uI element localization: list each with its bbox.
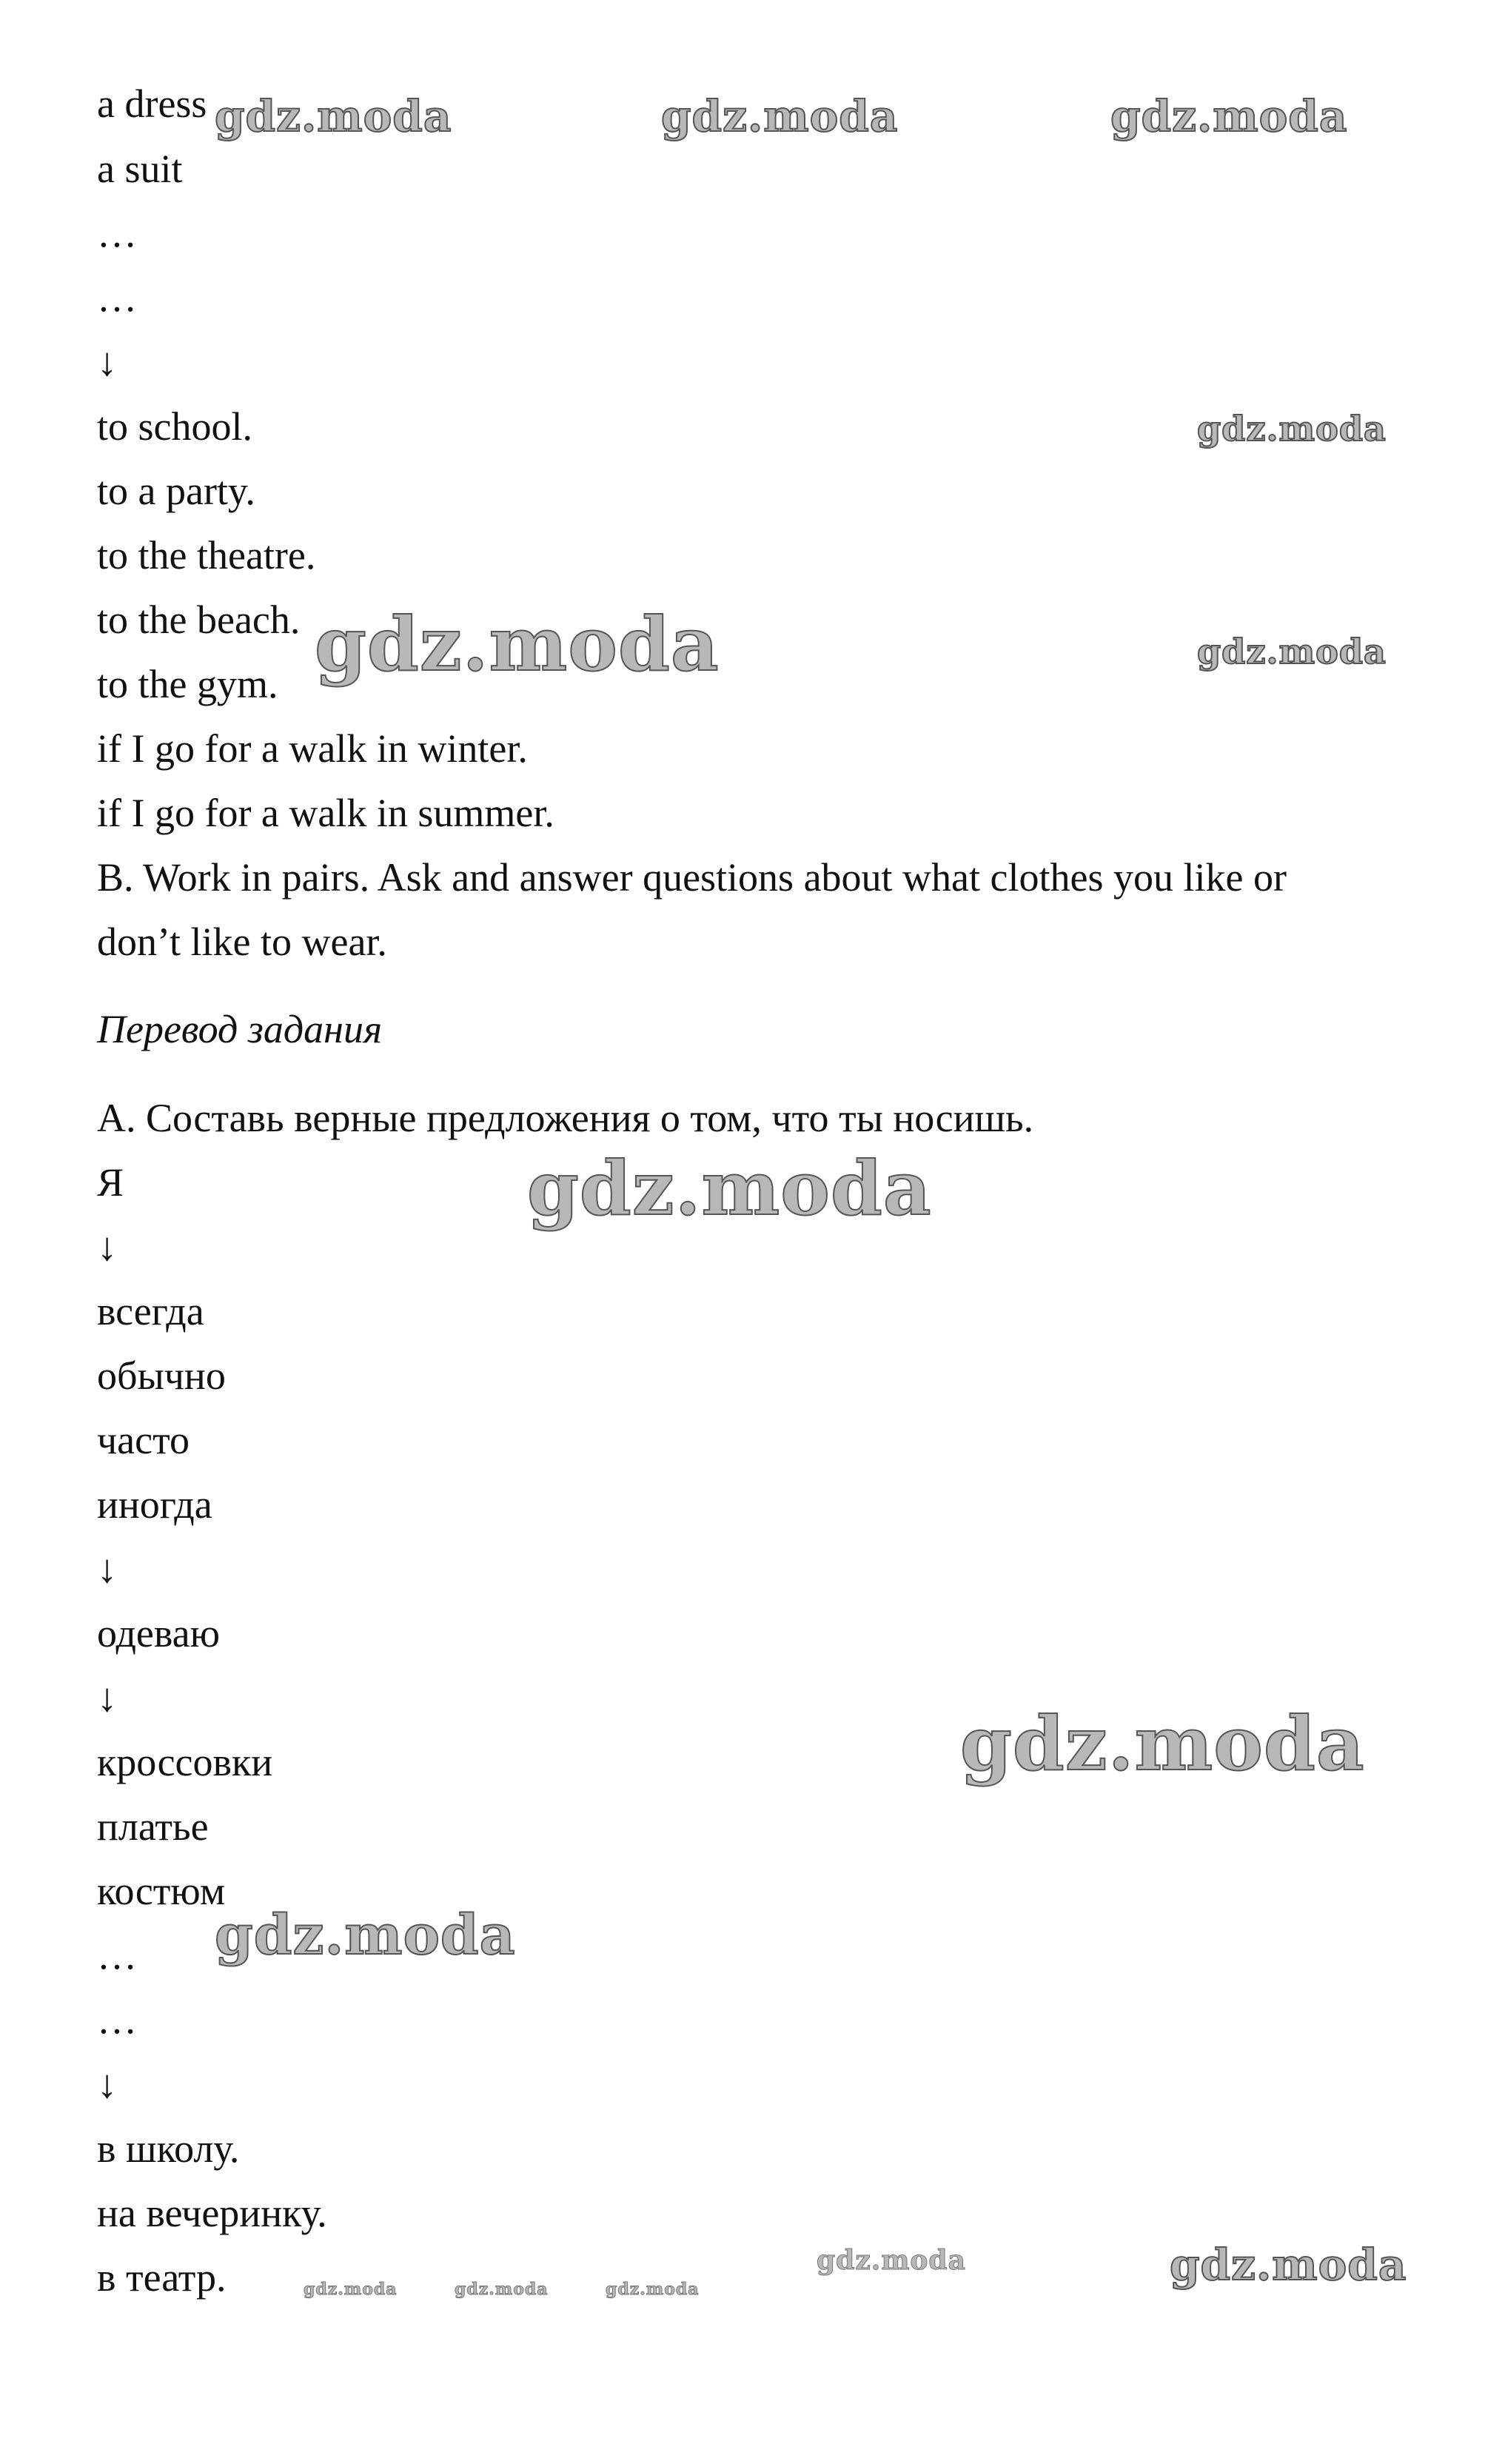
task-a-translation: A. Составь верные предложения о том, что ты носишь. <box>97 1096 1034 1140</box>
text-line: всегда <box>97 1289 204 1333</box>
text-line: одеваю <box>97 1611 220 1656</box>
watermark: gdz.moda <box>1197 409 1387 449</box>
text-line: … <box>97 275 137 320</box>
task-b-text: B. Work in pairs. Ask and answer questions about what clothes you like or <box>97 855 1287 900</box>
arrow-down: ↓ <box>97 340 117 384</box>
watermark: gdz.moda <box>304 2280 398 2299</box>
text-line: to school. <box>97 404 252 449</box>
text-line: иногда <box>97 1482 212 1527</box>
watermark: gdz.moda <box>215 91 452 141</box>
text-line: платье <box>97 1804 209 1849</box>
watermark: gdz.moda <box>960 1700 1365 1787</box>
text-line: a suit <box>97 147 183 191</box>
watermark: gdz.moda <box>817 2245 966 2276</box>
watermark: gdz.moda <box>455 2280 549 2299</box>
text-line: Я <box>97 1160 124 1205</box>
watermark: gdz.moda <box>661 91 899 141</box>
task-b-text: don’t like to wear. <box>97 920 387 964</box>
arrow-down: ↓ <box>97 2062 117 2106</box>
text-line: … <box>97 1998 137 2042</box>
arrow-down: ↓ <box>97 1225 117 1269</box>
text-line: a dress <box>97 81 207 126</box>
watermark: gdz.moda <box>606 2280 700 2299</box>
text-line: кроссовки <box>97 1740 273 1784</box>
text-line: … <box>97 1933 137 1978</box>
text-line: if I go for a walk in winter. <box>97 726 528 771</box>
text-line: to the gym. <box>97 662 278 706</box>
text-line: if I go for a walk in summer. <box>97 791 554 835</box>
arrow-down: ↓ <box>97 1675 117 1720</box>
watermark: gdz.moda <box>1110 91 1348 141</box>
text-line: to the theatre. <box>97 533 316 578</box>
text-line: обычно <box>97 1353 226 1398</box>
watermark: gdz.moda <box>1170 2240 1407 2290</box>
text-line: … <box>97 211 137 255</box>
text-line: часто <box>97 1418 190 1462</box>
text-line: костюм <box>97 1869 226 1913</box>
arrow-down: ↓ <box>97 1547 117 1591</box>
text-line: to a party. <box>97 469 255 513</box>
watermark: gdz.moda <box>1197 632 1387 672</box>
watermark: gdz.moda <box>215 1904 516 1967</box>
text-line: в театр. <box>97 2255 227 2300</box>
watermark: gdz.moda <box>527 1145 932 1232</box>
text-line: на вечеринку. <box>97 2191 327 2235</box>
watermark: gdz.moda <box>315 600 720 688</box>
text-line: to the beach. <box>97 597 301 642</box>
text-line: в школу. <box>97 2126 240 2171</box>
section-heading: Перевод задания <box>97 1007 383 1051</box>
